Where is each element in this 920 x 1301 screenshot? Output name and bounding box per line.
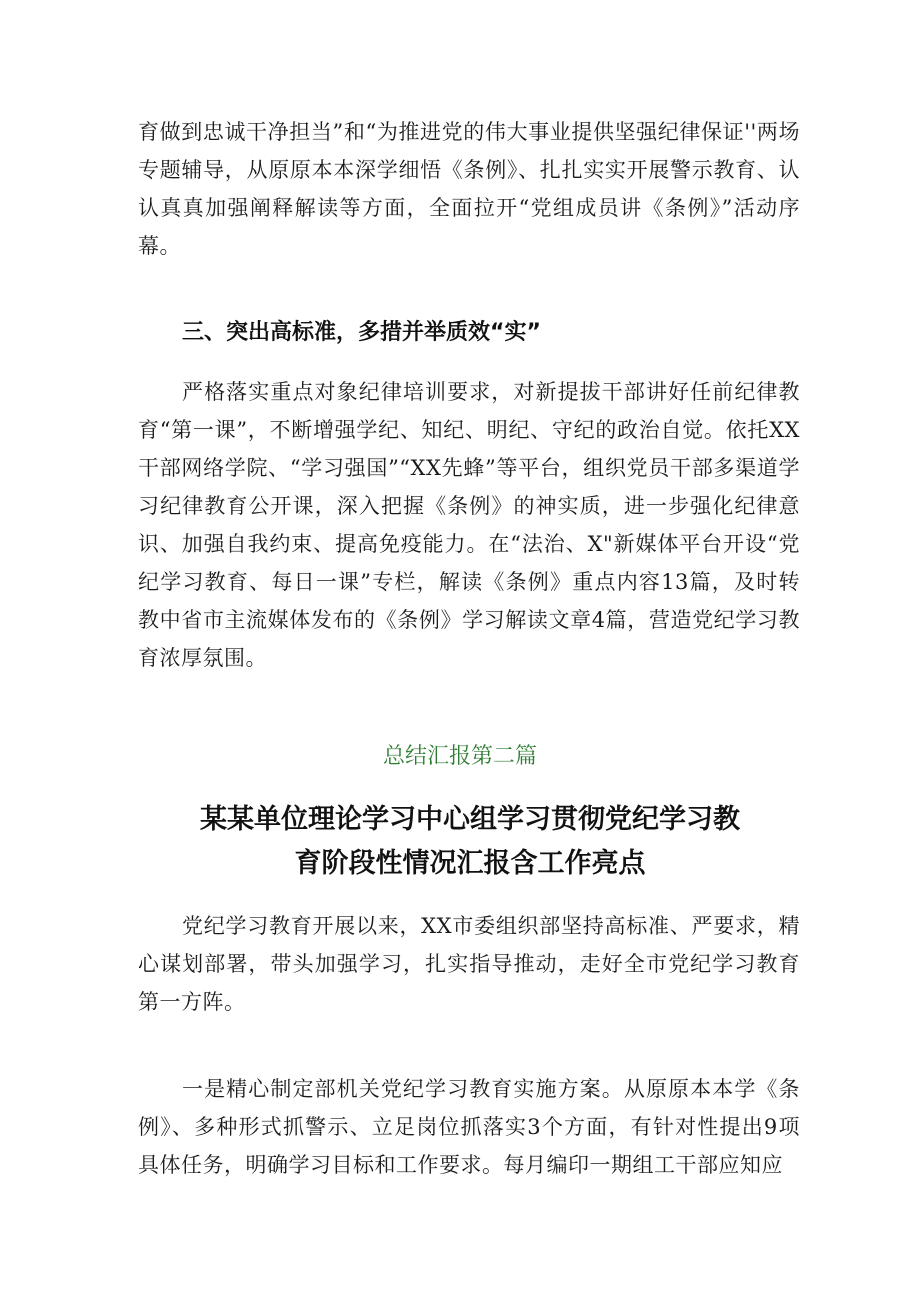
paragraph-point-one: 一是精心制定部机关党纪学习教育实施方案。从原原本本学《条例》、多种形式抓警示、立足岗位抓落实3个方面，有针对性提出9项具体任务，明确学习目标和工作要求。每月编印一期组工干部应知应 (138, 1077, 800, 1177)
section-label-second-report: 总结汇报第二篇 (382, 744, 537, 769)
paragraph-intro: 党纪学习教育开展以来，XX市委组织部坚持高标准、严要求，精心谋划部署，带头加强学习，扎实指导推动，走好全市党纪学习教育第一方阵。 (138, 914, 800, 1014)
paragraph-section-three-body: 严格落实重点对象纪律培训要求，对新提拔干部讲好任前纪律教育“第一课”，不断增强学纪、知纪、明纪、守纪的政治自觉。依托XX干部网络学院、“学习强国”“XX先蜂”等平台，组织党员干部多渠道学习纪律教育公开课，深入把握《条例》的神实质，进一步强化纪律意识、加强自我约束、提高免疫能力。在“法治、X"新媒体平台开设“党纪学习教育、每日一课”专栏，解读《条例》重点内容13篇，及时转教中省市主流媒体发布的《条例》学习解读文章4篇，营造党纪学习教育浓厚氛围。 (138, 380, 800, 670)
paragraph-conclusion-section-two: 育做到忠诚干净担当”和“为推进党的伟大事业提供坚强纪律保证''两场专题辅导，从原原本本深学细悟《条例》、扎扎实实开展警示教育、认认真真加强阐释解读等方面，全面拉开“党组成员讲《条例》”活动序幕。 (138, 120, 800, 258)
report-title (120, 798, 820, 886)
section-heading-three: 三、突出高标准，多措并举质效“实” (182, 320, 541, 345)
report-title-line-1: 某某单位理论学习中心组学习贯彻党纪学习教 (200, 804, 740, 835)
report-title-line-2: 育阶段性情况汇报含工作亮点 (294, 848, 646, 879)
